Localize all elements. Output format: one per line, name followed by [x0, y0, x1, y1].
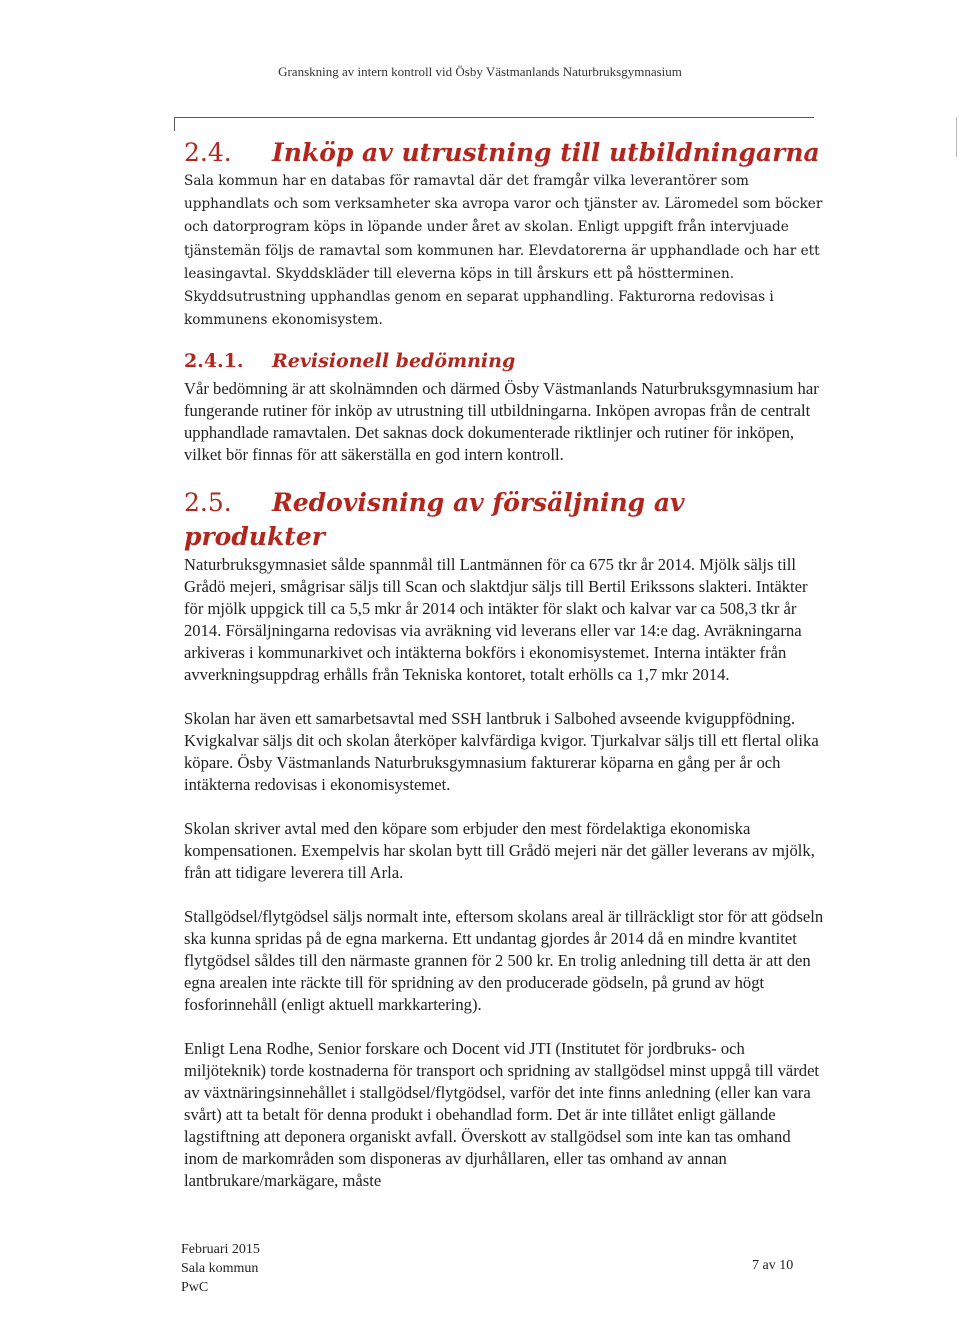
section-heading-2-4-1 [184, 348, 824, 374]
paragraph: Vår bedömning är att skolnämnden och därmed Ösby Västmanlands Naturbruksgymnasium har fungerande rutiner för inköp av utrustning till utbildningarna. Inköpen avropas från de centralt upphandlade ramavtalen. Det saknas dock dokumenterade riktlinjer och rutiner för inköpen, vilket bör finnas för att säkerställa en god intern kontroll. [184, 379, 819, 465]
section-heading-2-5 [184, 486, 824, 554]
header-rule-corner [174, 117, 175, 131]
section-title: Redovisning av försäljning av produkter [184, 488, 685, 552]
paragraph: Sala kommun har en databas för ramavtal där det framgår vilka leverantörer som upphandlats och som verksamheter ska avropa varor och tjänster av. Läromedel som böcker och datorprogram köps in löpande under året av skolan. Enligt uppgift från intervjuade tjänstemän följs de ramavtal som kommunen har. Elevdatorerna är upphandlade och har ett leasingavtal. Skyddskläder till eleverna köps in till årskurs ett på höstterminen. Skyddsutrustning upphandlas genom en separat upphandling. Fakturorna redovisas i kommunens ekonomisystem. [184, 173, 823, 329]
section-number: 2.4.1. [184, 350, 244, 373]
paragraph: Naturbruksgymnasiet sålde spannmål till Lantmännen för ca 675 tkr år 2014. Mjölk säljs till Grådö mejeri, smågrisar säljs till Scan och slaktdjur säljs till Bertil Erikssons slakteri. Intäkter för mjölk uppgick till ca 5,5 mkr år 2014 och intäkter för slakt och kalvar var ca 508,3 tkr år 2014. Försäljningarna redovisas via avräkning vid leverans eller var 14:e dag. Avräkningarna arkiveras i kommunarkivet och intäkterna bokförs i ekonomisystemet. Interna intäkter från avverkningsuppdrag erhålls från Tekniska kontoret, totalt erhölls ca 1,7 mkr 2014. [184, 555, 808, 685]
paragraph: Skolan skriver avtal med den köpare som erbjuder den mest fördelaktiga ekonomiska kompensationen. Exempelvis har skolan bytt till Grådö mejeri när det gäller leverans av mjölk, från att tidigare leverera till Arla. [184, 819, 815, 883]
section-number: 2.5. [184, 488, 232, 518]
page-number: 7 av 10 [752, 1258, 794, 1273]
paragraph: Skolan har även ett samarbetsavtal med SSH lantbruk i Salbohed avseende kviguppfödning. Kvigkalvar säljs dit och skolan återköper kalvfärdiga kvigor. Tjurkalvar säljs till ett flertal olika köpare. Ösby Västmanlands Naturbruksgymnasium fakturerar köparna en gång per år och intäkterna redovisas i ekonomisystemet. [184, 709, 819, 795]
header-rule [174, 117, 814, 118]
section-number: 2.4. [184, 138, 232, 167]
section-title: Inköp av utrustning till utbildningarna [272, 138, 820, 167]
paragraph: Stallgödsel/flytgödsel säljs normalt inte, eftersom skolans areal är tillräckligt stor för att gödseln ska kunna spridas på de egna markerna. Ett undantag gjordes år 2014 då en mindre kvantitet flytgödsel såldes till den närmaste grannen för 2 500 kr. En trolig anledning till detta är att den egna arealen inte räckte till för spridning av den producerade gödseln, på grund av högt fosforinnehåll (enligt aktuell markkartering). [184, 907, 824, 1015]
scan-edge-mark [956, 117, 957, 157]
paragraph: Enligt Lena Rodhe, Senior forskare och Docent vid JTI (Institutet för jordbruks- och miljöteknik) torde kostnaderna för transport och spridning av stallgödsel minst uppgå till värdet av växtnäringsinnehållet i stallgödsel/flytgödsel, varför det inte finns anledning (eller kan vara svårt) att ta betalt för denna produkt i obehandlad form. Det är inte tillåtet enligt gällande lagstiftning att deponera organiskt avfall. Överskott av stallgödsel som inte kan tas omhand inom de markområden som disponeras av djurhållaren, eller tas omhand av annan lantbrukare/markägare, måste [184, 1039, 820, 1191]
footer-org: Sala kommun [181, 1261, 259, 1276]
section-title: Revisionell bedömning [272, 350, 516, 373]
footer [181, 1240, 260, 1297]
page-content [184, 128, 824, 1192]
running-header: Granskning av intern kontroll vid Ösby Västmanlands Naturbruksgymnasium [278, 64, 682, 79]
footer-firm: PwC [181, 1280, 209, 1295]
footer-date: Februari 2015 [181, 1242, 260, 1257]
section-heading-2-4 [184, 136, 824, 170]
